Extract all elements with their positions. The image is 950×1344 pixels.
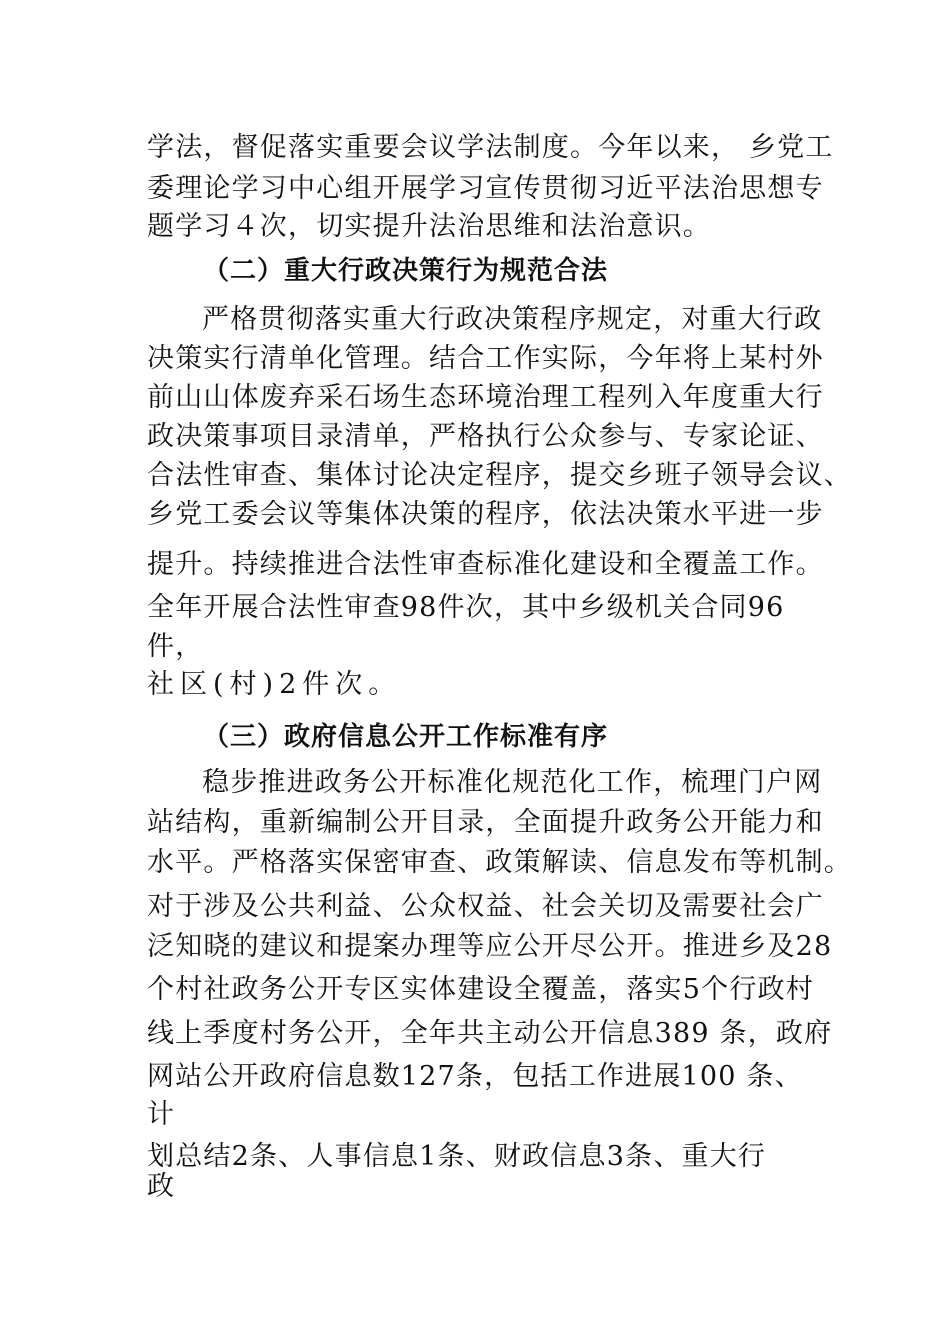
paragraph-line: 划总结2条、人事信息1条、财政信息3条、重大行 (147, 1141, 767, 1172)
paragraph-line: 社区(村)2件次。 (147, 669, 402, 700)
section-heading: （二）重大行政决策行为规范合法 (203, 256, 609, 286)
paragraph-line: 决策实行清单化管理。结合工作实际，今年将上某村外 (147, 343, 824, 374)
paragraph-line: 政 (147, 1171, 176, 1202)
paragraph-line: 委理论学习中心组开展学习宣传贯彻习近平法治思想专 (147, 173, 824, 204)
paragraph-line: 线上季度村务公开，全年共主动公开信息389 条，政府 (147, 1018, 833, 1049)
paragraph-line: 前山山体废弃采石场生态环境治理工程列入年度重大行 (147, 382, 824, 413)
paragraph-line: 水平。严格落实保密审查、政策解读、信息发布等机制。 (147, 847, 852, 878)
paragraph-line: 计 (147, 1099, 176, 1130)
paragraph-line: 乡党工委会议等集体决策的程序，依法决策水平进一步 (147, 499, 824, 530)
paragraph-line: 全年开展合法性审查98件次，其中乡级机关合同96 (147, 592, 785, 623)
paragraph-line: 泛知晓的建议和提案办理等应公开尽公开。推进乡及28 (147, 931, 833, 962)
paragraph-line: 合法性审查、集体讨论决定程序，提交乡班子领导会议、 (147, 460, 852, 491)
paragraph-line: 提升。持续推进合法性审查标准化建设和全覆盖工作。 (147, 549, 824, 580)
paragraph-line: 网站公开政府信息数127条，包括工作进展100 条、 (147, 1061, 803, 1092)
paragraph-line: 对于涉及公共利益、公众权益、社会关切及需要社会广 (147, 891, 824, 922)
paragraph-line: 件， (147, 631, 204, 662)
paragraph-line: 政决策事项目录清单，严格执行公众参与、专家论证、 (147, 421, 824, 452)
paragraph-line: 严格贯彻落实重大行政决策程序规定，对重大行政 (202, 304, 823, 335)
paragraph-line: 稳步推进政务公开标准化规范化工作，梳理门户网 (202, 767, 823, 798)
paragraph-line: 题学习４次，切实提升法治思维和法治意识。 (147, 211, 711, 242)
paragraph-line: 学法，督促落实重要会议学法制度。今年以来， 乡党工 (147, 132, 834, 163)
section-heading: （三）政府信息公开工作标准有序 (203, 722, 609, 752)
paragraph-line: 站结构，重新编制公开目录，全面提升政务公开能力和 (147, 807, 824, 838)
paragraph-line: 个村社政务公开专区实体建设全覆盖，落实5个行政村 (147, 974, 814, 1005)
